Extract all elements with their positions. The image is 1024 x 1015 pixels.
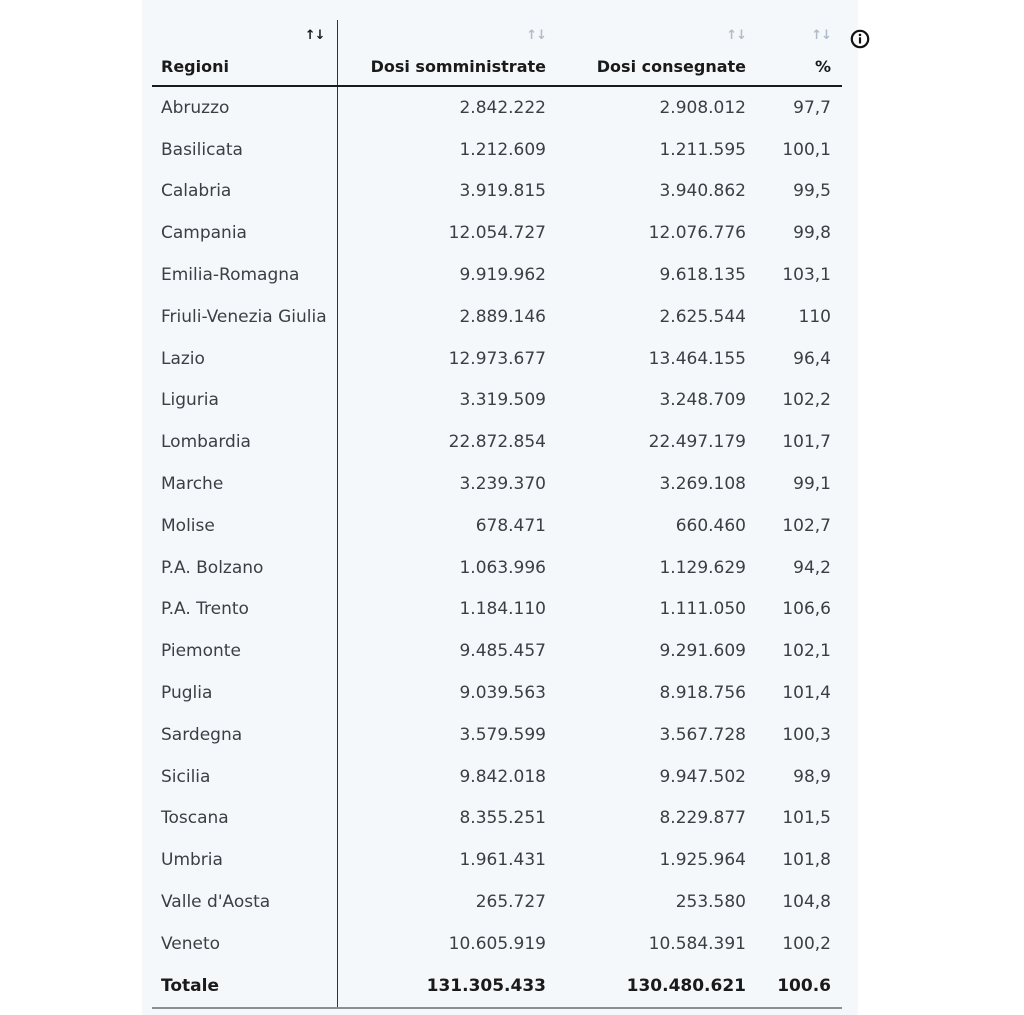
cell-percent: 103,1: [782, 265, 831, 286]
cell-administered: 3.319.509: [459, 390, 546, 411]
cell-percent: 110: [798, 306, 831, 327]
table-row: [152, 589, 842, 631]
cell-percent: 102,2: [782, 390, 831, 411]
cell-delivered: 10.584.391: [648, 933, 746, 954]
cell-administered: 9.842.018: [459, 766, 546, 787]
cell-delivered: 13.464.155: [648, 348, 746, 369]
cell-region: Sardegna: [152, 714, 337, 756]
cell-delivered: 130.480.621: [557, 965, 757, 1008]
table-row: [152, 171, 842, 213]
cell-administered: 1.961.431: [459, 850, 546, 871]
table-row: [152, 421, 842, 463]
cell-delivered: 2.908.012: [659, 97, 746, 118]
cell-administered: 10.605.919: [448, 933, 546, 954]
cell-administered: 131.305.433: [337, 965, 557, 1008]
cell-region: P.A. Bolzano: [152, 547, 337, 589]
cell-region: Abruzzo: [152, 86, 337, 129]
table-row: [152, 86, 842, 129]
table-row: [152, 129, 842, 171]
cell-administered: 12.973.677: [448, 348, 546, 369]
cell-administered: 1.063.996: [459, 557, 546, 578]
column-header-dosi-consegnate[interactable]: [557, 20, 757, 86]
cell-region: Veneto: [152, 923, 337, 965]
cell-percent: 104,8: [782, 892, 831, 913]
cell-percent: 100,2: [782, 933, 831, 954]
table-body: [152, 86, 842, 1008]
cell-region: Lazio: [152, 338, 337, 380]
cell-delivered: 3.567.728: [659, 724, 746, 745]
cell-percent: 99,8: [793, 223, 831, 244]
cell-administered: 22.872.854: [448, 432, 546, 453]
cell-delivered: 2.625.544: [659, 306, 746, 327]
cell-delivered: 12.076.776: [648, 223, 746, 244]
cell-delivered: 3.940.862: [659, 181, 746, 202]
table-row: [152, 254, 842, 296]
cell-administered: 12.054.727: [448, 223, 546, 244]
cell-delivered: 1.925.964: [659, 850, 746, 871]
cell-percent: 100.6: [757, 965, 842, 1008]
cell-administered: 3.919.815: [459, 181, 546, 202]
cell-delivered: 8.918.756: [659, 683, 746, 704]
cell-region: Liguria: [152, 380, 337, 422]
table-row: [152, 380, 842, 422]
cell-percent: 99,1: [793, 474, 831, 495]
cell-delivered: 1.129.629: [659, 557, 746, 578]
column-header-dosi-somministrate[interactable]: [337, 20, 557, 86]
cell-delivered: 1.111.050: [659, 599, 746, 620]
cell-percent: 106,6: [782, 599, 831, 620]
cell-administered: 678.471: [475, 515, 546, 536]
table-row: [152, 756, 842, 798]
cell-region: Calabria: [152, 171, 337, 213]
cell-delivered: 1.211.595: [659, 139, 746, 160]
table-row: [152, 505, 842, 547]
cell-administered: 9.919.962: [459, 265, 546, 286]
sort-arrows-icon[interactable]: ↑↓: [304, 28, 325, 43]
cell-region: Campania: [152, 212, 337, 254]
table-row: [152, 547, 842, 589]
cell-administered: 8.355.251: [459, 808, 546, 829]
table-total-row: [152, 965, 842, 1008]
table-row: [152, 881, 842, 923]
cell-region: Totale: [152, 965, 337, 1008]
table-row: [152, 296, 842, 338]
cell-percent: 101,8: [782, 850, 831, 871]
cell-region: Basilicata: [152, 129, 337, 171]
table-row: [152, 463, 842, 505]
cell-percent: 101,4: [782, 683, 831, 704]
column-header-label: %: [814, 57, 831, 76]
sort-arrows-icon[interactable]: ↑↓: [726, 28, 746, 43]
cell-delivered: 3.248.709: [659, 390, 746, 411]
sort-arrows-icon[interactable]: ↑↓: [526, 28, 546, 43]
cell-delivered: 3.269.108: [659, 474, 746, 495]
table-row: [152, 338, 842, 380]
cell-region: Friuli-Venezia Giulia: [152, 296, 337, 338]
sort-arrows-icon[interactable]: ↑↓: [811, 28, 831, 43]
cell-delivered: 8.229.877: [659, 808, 746, 829]
cell-administered: 2.842.222: [459, 97, 546, 118]
cell-percent: 101,5: [782, 808, 831, 829]
cell-administered: 3.239.370: [459, 474, 546, 495]
table-row: [152, 212, 842, 254]
cell-delivered: 22.497.179: [648, 432, 746, 453]
cell-delivered: 9.618.135: [659, 265, 746, 286]
cell-percent: 98,9: [793, 766, 831, 787]
cell-region: Puglia: [152, 672, 337, 714]
column-header-label: Regioni: [161, 57, 229, 76]
column-header-label: Dosi consegnate: [596, 57, 746, 76]
cell-delivered: 253.580: [675, 892, 746, 913]
column-header-percent[interactable]: [757, 20, 842, 86]
cell-region: Umbria: [152, 839, 337, 881]
cell-percent: 94,2: [793, 557, 831, 578]
cell-percent: 96,4: [793, 348, 831, 369]
cell-region: Sicilia: [152, 756, 337, 798]
cell-region: Molise: [152, 505, 337, 547]
cell-region: Toscana: [152, 798, 337, 840]
cell-region: Marche: [152, 463, 337, 505]
table-header-row: [152, 20, 842, 86]
cell-region: P.A. Trento: [152, 589, 337, 631]
cell-delivered: 9.291.609: [659, 641, 746, 662]
column-header-regioni[interactable]: [152, 20, 337, 86]
table-row: [152, 798, 842, 840]
cell-administered: 1.212.609: [459, 139, 546, 160]
vaccine-doses-table: [152, 20, 842, 1009]
cell-percent: 99,5: [793, 181, 831, 202]
cell-region: Lombardia: [152, 421, 337, 463]
cell-percent: 101,7: [782, 432, 831, 453]
column-header-label: Dosi somministrate: [370, 57, 546, 76]
cell-percent: 100,3: [782, 724, 831, 745]
cell-region: Valle d'Aosta: [152, 881, 337, 923]
cell-region: Piemonte: [152, 630, 337, 672]
cell-percent: 100,1: [782, 139, 831, 160]
cell-delivered: 660.460: [675, 515, 746, 536]
cell-region: Emilia-Romagna: [152, 254, 337, 296]
cell-delivered: 9.947.502: [659, 766, 746, 787]
cell-percent: 97,7: [793, 97, 831, 118]
table-row: [152, 923, 842, 965]
cell-administered: 3.579.599: [459, 724, 546, 745]
table-row: [152, 630, 842, 672]
cell-administered: 265.727: [475, 892, 546, 913]
table-row: [152, 714, 842, 756]
cell-administered: 1.184.110: [459, 599, 546, 620]
table-row: [152, 672, 842, 714]
table-row: [152, 839, 842, 881]
info-icon[interactable]: [850, 29, 870, 49]
cell-percent: 102,1: [782, 641, 831, 662]
cell-administered: 2.889.146: [459, 306, 546, 327]
cell-administered: 9.485.457: [459, 641, 546, 662]
cell-percent: 102,7: [782, 515, 831, 536]
cell-administered: 9.039.563: [459, 683, 546, 704]
